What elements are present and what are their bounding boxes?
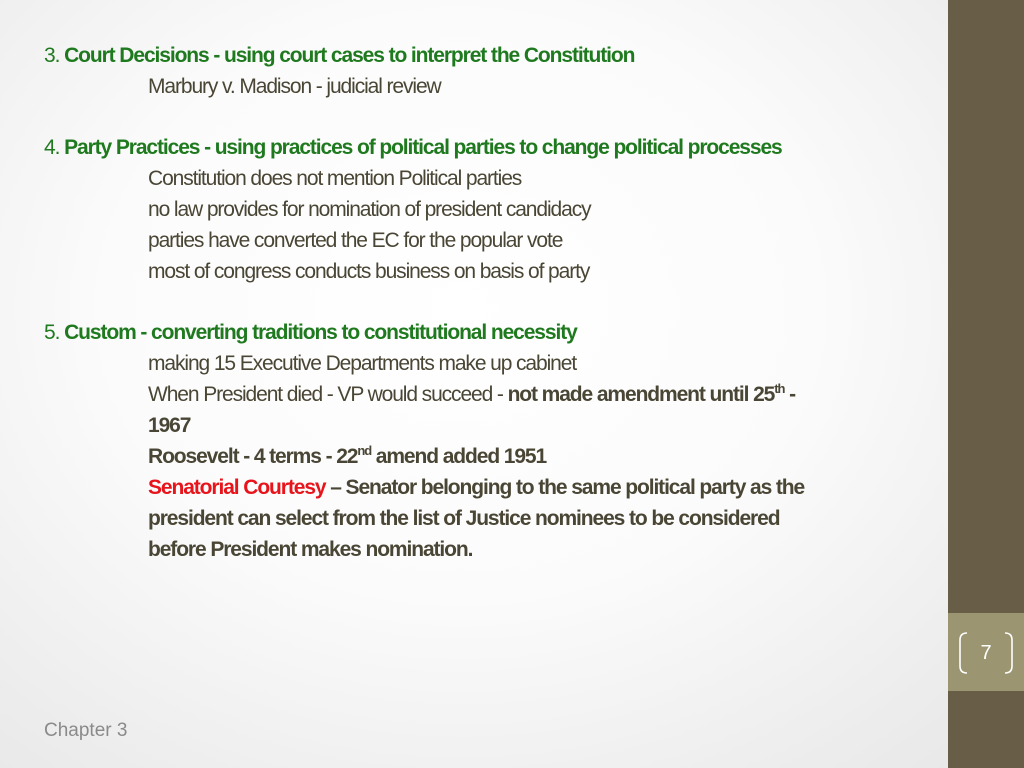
bullet-line: no law provides for nomination of president candidacy bbox=[148, 198, 591, 221]
sidebar bbox=[948, 0, 1024, 768]
section-heading-4 bbox=[44, 132, 924, 163]
roosevelt-sup: nd bbox=[357, 443, 372, 458]
section-heading: Party Practices - using practices of political parties to change political processes bbox=[64, 136, 782, 159]
bullet-line: Marbury v. Madison - judicial review bbox=[148, 75, 441, 98]
bullet-line: most of congress conducts business on basis of party bbox=[148, 260, 590, 283]
succession-tail: - bbox=[784, 383, 795, 406]
succession-sup: th bbox=[774, 381, 785, 396]
bullet-line: Constitution does not mention Political parties bbox=[148, 167, 522, 190]
spacer bbox=[44, 102, 924, 132]
section-heading-3 bbox=[44, 40, 924, 71]
bullet-line: making 15 Executive Departments make up cabinet bbox=[148, 352, 577, 375]
succession-line bbox=[44, 379, 924, 410]
succession-plain: When President died - VP would succeed - bbox=[148, 383, 508, 406]
courtesy-line bbox=[44, 472, 924, 503]
succession-bold: not made amendment until 25 bbox=[507, 383, 775, 406]
spacer bbox=[44, 287, 924, 317]
bullet-line: parties have converted the EC for the popular vote bbox=[148, 229, 563, 252]
courtesy-line-3: before President makes nomination. bbox=[148, 538, 473, 561]
roosevelt-line bbox=[44, 441, 924, 472]
section-heading-5 bbox=[44, 317, 924, 348]
section-number: 3. bbox=[44, 44, 60, 67]
section-number: 5. bbox=[44, 321, 60, 344]
page-number-band bbox=[948, 613, 1024, 691]
courtesy-term: Senatorial Courtesy bbox=[148, 476, 326, 499]
page-number: 7 bbox=[980, 642, 992, 664]
slide-footer: Chapter 3 bbox=[44, 720, 128, 741]
slide-body bbox=[44, 40, 924, 565]
section-heading: Court Decisions - using court cases to interpret the Constitution bbox=[64, 44, 635, 67]
page-number-frame bbox=[958, 632, 1014, 674]
roosevelt-text: Roosevelt - 4 terms - 22 bbox=[148, 445, 358, 468]
courtesy-definition: – Senator belonging to the same political party as the bbox=[325, 476, 805, 499]
succession-year: 1967 bbox=[148, 414, 191, 437]
roosevelt-tail: amend added 1951 bbox=[371, 445, 547, 468]
section-number: 4. bbox=[44, 136, 60, 159]
courtesy-line-2: president can select from the list of Justice nominees to be considered bbox=[148, 507, 780, 530]
section-heading: Custom - converting traditions to constitutional necessity bbox=[64, 321, 577, 344]
